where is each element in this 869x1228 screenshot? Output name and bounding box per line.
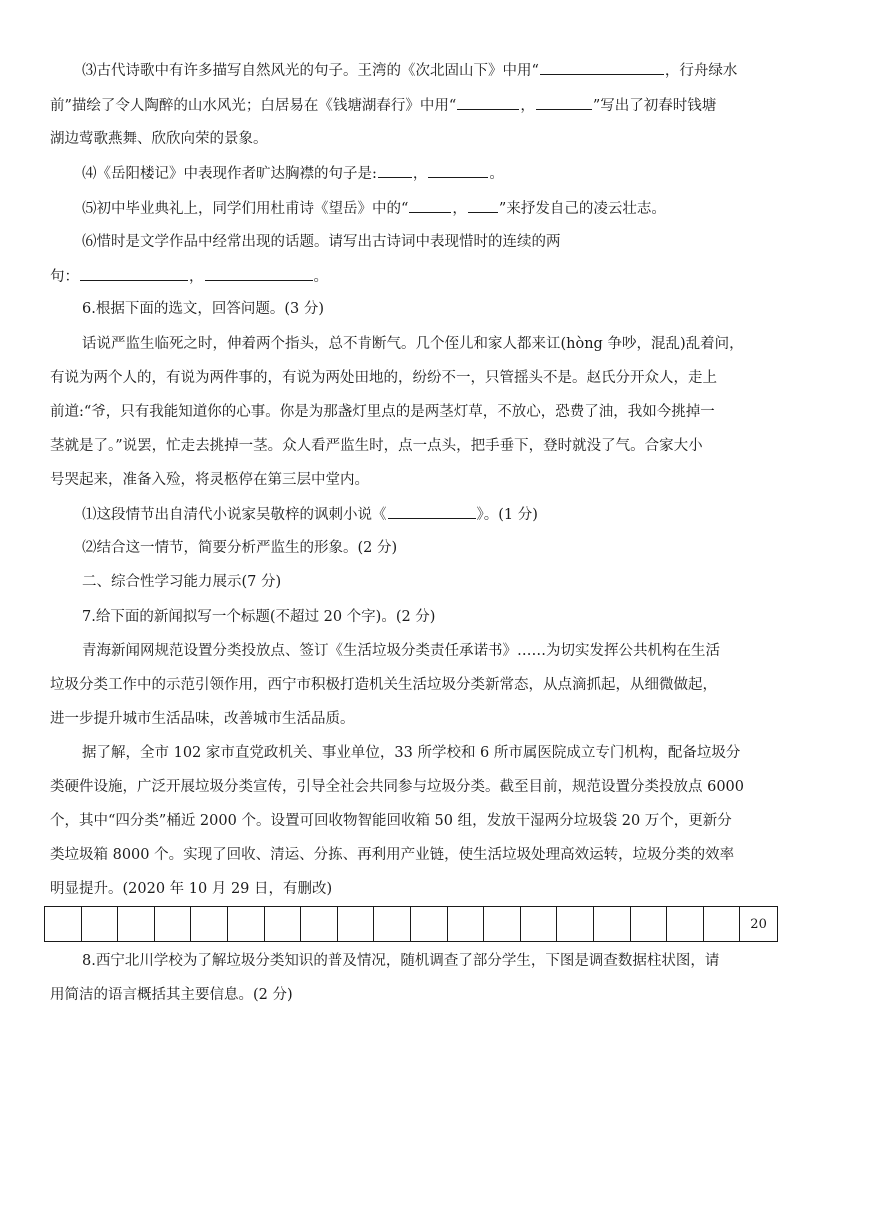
answer-grid-cell[interactable] <box>521 907 558 941</box>
q6-passage-line: 号哭起来，准备入殓，将灵柩停在第三层中堂内。 <box>50 472 369 488</box>
answer-blank[interactable] <box>205 266 313 281</box>
answer-blank[interactable] <box>536 95 592 110</box>
q6-passage-line: 话说严监生临死之时，伸着两个指头，总不肯断气。几个侄儿和家人都来讧(hòng 争吵，混乱)乱着问， <box>82 336 744 352</box>
q7-news-line: 类垃圾箱 8000 个。实现了回收、清运、分拣、再利用产业链，使生活垃圾处理高效运转，垃圾分类的效率 <box>50 847 735 863</box>
q6sub-line-1: ⑹惜时是文学作品中经常出现的话题。请写出古诗词中表现惜时的连续的两 <box>82 234 561 250</box>
answer-grid-cell[interactable] <box>557 907 594 941</box>
answer-grid-cell[interactable] <box>228 907 265 941</box>
grid-count-label: 20 <box>750 916 767 932</box>
answer-grid-cell-20[interactable] <box>740 907 777 941</box>
q7-news-line: 类硬件设施，广泛开展垃圾分类宣传，引导全社会共同参与垃圾分类。截至目前，规范设置分类投放点 6000 <box>50 779 745 795</box>
answer-blank[interactable] <box>80 266 188 281</box>
q6-passage-line: 茎就是了。”说罢，忙走去挑掉一茎。众人看严监生时，点一点头，把手垂下，登时就没了气。合家大小 <box>50 438 703 454</box>
answer-grid-cell[interactable] <box>338 907 375 941</box>
q5-line: ⑸初中毕业典礼上，同学们用杜甫诗《望岳》中的“ ， ”来抒发自己的凌云壮志。 <box>82 198 822 218</box>
answer-grid-cell[interactable] <box>118 907 155 941</box>
q7-news-line: 个，其中“四分类”桶近 2000 个。设置可回收物智能回收箱 50 组，发放干湿两分垃圾袋 20 万个，更新分 <box>50 813 732 829</box>
answer-grid <box>44 906 778 942</box>
answer-grid-cell[interactable] <box>374 907 411 941</box>
answer-blank[interactable] <box>428 163 488 178</box>
answer-grid-cell[interactable] <box>411 907 448 941</box>
answer-grid-cell[interactable] <box>45 907 82 941</box>
answer-blank[interactable] <box>540 60 664 75</box>
q3-line-2: 前”描绘了令人陶醉的山水风光；白居易在《钱塘湖春行》中用“ ， ”写出了初春时钱塘 <box>50 95 820 115</box>
answer-grid-cell[interactable] <box>704 907 741 941</box>
answer-blank[interactable] <box>409 198 451 213</box>
answer-grid-cell[interactable] <box>301 907 338 941</box>
answer-grid-cell[interactable] <box>448 907 485 941</box>
answer-grid-cell[interactable] <box>484 907 521 941</box>
q6-title: 6.根据下面的选文，回答问题。(3 分) <box>82 301 324 317</box>
answer-grid-cell[interactable] <box>82 907 119 941</box>
q6-passage-line: 有说为两个人的，有说为两件事的，有说为两处田地的，纷纷不一，只管摇头不是。赵氏分开众人，走上 <box>50 370 717 386</box>
q7-news-line: 垃圾分类工作中的示范引领作用，西宁市积极打造机关生活垃圾分类新常态，从点滴抓起，从细微做起， <box>50 677 717 693</box>
answer-grid-cell[interactable] <box>594 907 631 941</box>
q6-passage-line: 前道:“爷，只有我能知道你的心事。你是为那盏灯里点的是两茎灯草，不放心，恐费了油，我如今挑掉一 <box>50 404 715 420</box>
q7-title: 7.给下面的新闻拟写一个标题(不超过 20 个字)。(2 分) <box>82 609 436 625</box>
q8-line-1: 8.西宁北川学校为了解垃圾分类知识的普及情况，随机调查了部分学生，下图是调查数据柱状图，请 <box>82 953 720 969</box>
q7-news-line: 据了解，全市 102 家市直党政机关、事业单位，33 所学校和 6 所市属医院成立专门机构，配备垃圾分 <box>82 745 741 761</box>
answer-blank[interactable] <box>388 504 476 519</box>
q7-news-line: 明显提升。(2020 年 10 月 29 日，有删改) <box>50 881 333 897</box>
q3-line-1: ⑶古代诗歌中有许多描写自然风光的句子。王湾的《次北固山下》中用“ ，行舟绿水 <box>82 60 822 80</box>
section-heading: 二、综合性学习能力展示(7 分) <box>82 574 282 590</box>
q6-sub2: ⑵结合这一情节，简要分析严监生的形象。(2 分) <box>82 540 398 556</box>
answer-blank[interactable] <box>457 95 519 110</box>
answer-grid-cell[interactable] <box>191 907 228 941</box>
q4-line: ⑷《岳阳楼记》中表现作者旷达胸襟的句子是: ， 。 <box>82 163 822 183</box>
answer-grid-cell[interactable] <box>265 907 302 941</box>
answer-grid-cell[interactable] <box>155 907 192 941</box>
q7-news-line: 青海新闻网规范设置分类投放点、签订《生活垃圾分类责任承诺书》……为切实发挥公共机构在生活 <box>82 643 720 659</box>
q7-news-line: 进一步提升城市生活品味，改善城市生活品质。 <box>50 711 355 727</box>
answer-blank[interactable] <box>468 198 498 213</box>
q6-sub1: ⑴这段情节出自清代小说家吴敬梓的讽刺小说《 》。(1 分) <box>82 504 822 524</box>
q8-line-2: 用简洁的语言概括其主要信息。(2 分) <box>50 987 293 1003</box>
answer-blank[interactable] <box>378 163 412 178</box>
q3-line-3: 湖边莺歌燕舞、欣欣向荣的景象。 <box>50 131 268 147</box>
q6sub-line-2: 句： ， 。 <box>50 266 820 286</box>
answer-grid-cell[interactable] <box>667 907 704 941</box>
answer-grid-cell[interactable] <box>631 907 668 941</box>
